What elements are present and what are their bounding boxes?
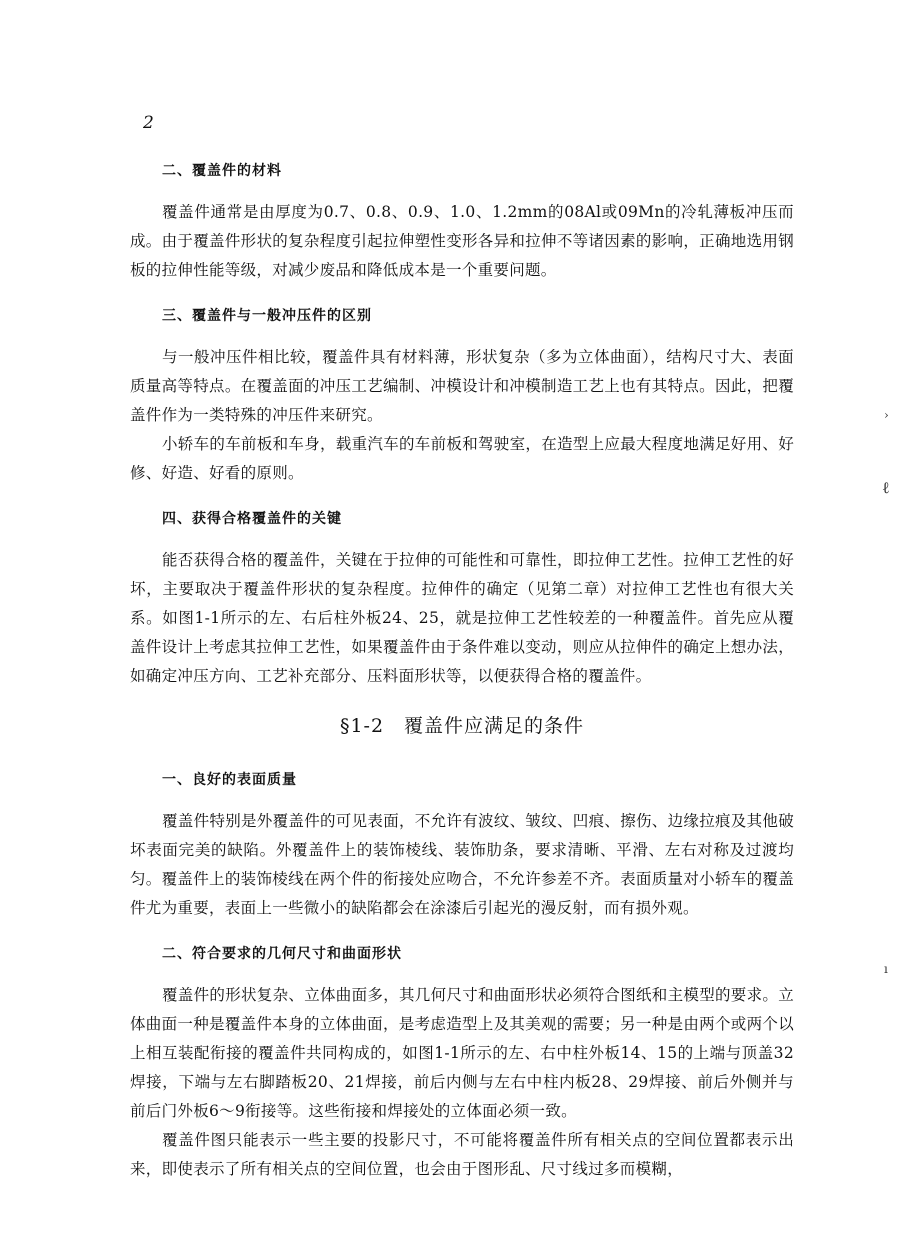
page-content <box>130 160 794 1184</box>
scan-mark: ı <box>884 962 888 976</box>
scan-mark: › <box>884 408 889 422</box>
paragraph-surface-quality: 覆盖件特别是外覆盖件的可见表面，不允许有波纹、皱纹、凹痕、擦伤、边缘拉痕及其他破坏表面完美的缺陷。外覆盖件上的装饰棱线、装饰肋条，要求清晰、平滑、左右对称及过渡均匀。覆盖件上的装饰棱线在两个件的衔接处应吻合，不允许参差不齐。表面质量对小轿车的覆盖件尤为重要，表面上一些微小的缺陷都会在涂漆后引起光的漫反射，而有损外观。 <box>130 812 795 917</box>
heading-key-factors: 四、获得合格覆盖件的关键 <box>162 511 342 527</box>
page-number: 2 <box>143 113 154 133</box>
heading-differences: 三、覆盖件与一般冲压件的区别 <box>162 308 372 324</box>
paragraph-key-factors: 能否获得合格的覆盖件，关键在于拉伸的可能性和可靠性，即拉伸工艺性。拉伸工艺性的好坏，主要取决于覆盖件形状的复杂程度。拉伸件的确定（见第二章）对拉伸工艺性也有很大关系。如图1-1所示的左、右后柱外板24、25，就是拉伸工艺性较差的一种覆盖件。首先应从覆盖件设计上考虑其拉伸工艺性，如果覆盖件由于条件难以变动，则应从拉伸件的确定上想办法，如确定冲压方向、工艺补充部分、压料面形状等，以便获得合格的覆盖件。 <box>130 551 795 685</box>
section-title: §1-2 覆盖件应满足的条件 <box>339 715 585 737</box>
paragraph-differences-2: 小轿车的车前板和车身，载重汽车的车前板和驾驶室，在造型上应最大程度地满足好用、好修、好造、好看的原则。 <box>130 435 795 482</box>
heading-materials: 二、覆盖件的材料 <box>162 163 282 179</box>
paragraph-differences-1: 与一般冲压件相比较，覆盖件具有材料薄，形状复杂（多为立体曲面），结构尺寸大、表面质量高等特点。在覆盖面的冲压工艺编制、冲模设计和冲模制造工艺上也有其特点。因此，把覆盖件作为一类特殊的冲压件来研究。 <box>130 348 794 424</box>
heading-surface-quality: 一、良好的表面质量 <box>162 772 297 788</box>
scan-mark: ℓ <box>882 478 890 497</box>
paragraph-materials: 覆盖件通常是由厚度为0.7、0.8、0.9、1.0、1.2mm的08Al或09Mn的冷轧薄板冲压而成。由于覆盖件形状的复杂程度引起拉伸塑性变形各异和拉伸不等诸因素的影响，正确地选用钢板的拉伸性能等级，对减少废品和降低成本是一个重要问题。 <box>130 203 794 279</box>
paragraph-geometry-1: 覆盖件的形状复杂、立体曲面多，其几何尺寸和曲面形状必须符合图纸和主模型的要求。立体曲面一种是覆盖件本身的立体曲面，是考虑造型上及其美观的需要；另一种是由两个或两个以上相互装配衔接的覆盖件共同构成的，如图1-1所示的左、右中柱外板14、15的上端与顶盖32焊接，下端与左右脚踏板20、21焊接，前后内侧与左右中柱内板28、29焊接、前后外侧并与前后门外板6～9衔接等。这些衔接和焊接处的立体面必须一致。 <box>130 986 795 1120</box>
heading-geometry: 二、符合要求的几何尺寸和曲面形状 <box>162 946 402 962</box>
paragraph-geometry-2: 覆盖件图只能表示一些主要的投影尺寸，不可能将覆盖件所有相关点的空间位置都表示出来，即使表示了所有相关点的空间位置，也会由于图形乱、尺寸线过多而模糊， <box>130 1131 794 1178</box>
